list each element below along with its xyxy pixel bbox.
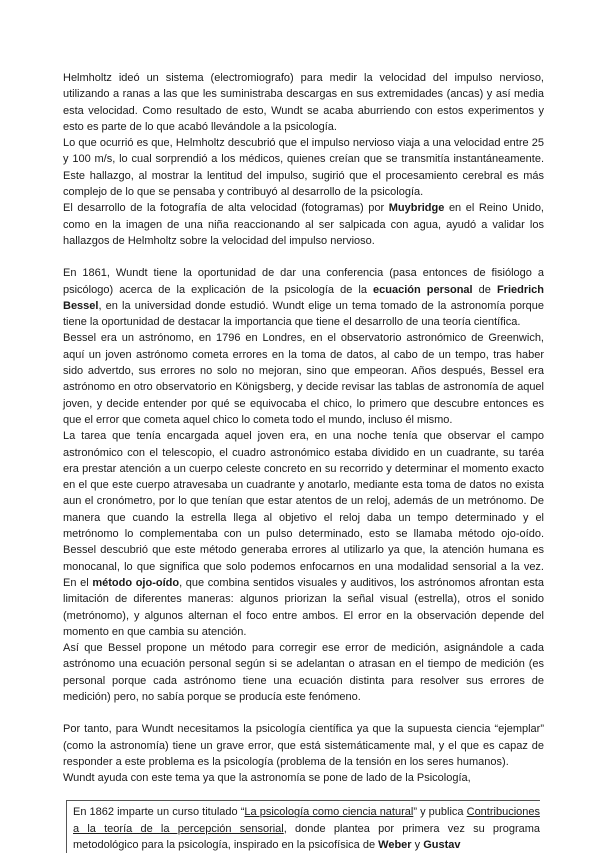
bold-term: Muybridge [388,202,445,215]
text-run: Así que Bessel propone un método para corregir ese error de medición, asignándole a cada astrónomo una ecuación personal según si se adelantan o atrasan en el tiempo de medición (es personal porque cada astrónomo tiene una ecuación distinta para resolver sus errores de medición) pero, no sabía porque se producía este fenómeno. [63,642,544,703]
text-run: , en la universidad donde estudió. Wundt elige un tema tomado de la astronomía porque tiene la oportunidad de destacar la importancia que tiene el desarrollo de una teoría científica. [63,299,544,329]
spacer [63,705,544,721]
bold-term: ecuación personal [373,283,473,296]
text-run: ” y publica [413,806,467,819]
text-run: El desarrollo de la fotografía de alta velocidad (fotogramas) por [63,202,389,215]
section-helmholtz [63,70,544,249]
paragraph [63,428,544,640]
text-run: de [472,283,497,296]
text-run: Wundt ayuda con este tema ya que la astronomía se pone de lado de la Psicología, [63,772,471,785]
bold-term: Gustav [423,839,461,852]
document-page [63,70,544,853]
bold-term: Friedrich Bessel [63,283,545,312]
paragraph [63,70,544,135]
underlined-title: Contribuciones a la teoría de la percepción sensorial [73,806,540,835]
spacer [63,786,544,800]
paragraph [63,770,544,786]
paragraph [63,265,544,330]
text-run: En 1861, Wundt tiene la oportunidad de dar una conferencia (pasa entonces de fisiólogo a psicólogo) acerca de la explicación de la psicología de la [63,267,544,296]
section-ecuacion-personal [63,265,544,705]
text-run: En 1862 imparte un curso titulado “ [73,806,245,819]
text-run: , donde plantea por primera vez su programa metodológico para la psicología, inspirado en la psicofísica de [73,822,541,852]
underlined-title: La psicología como ciencia natural [244,806,414,819]
boxed-section-1862 [66,800,540,853]
text-run: La tarea que tenía encargada aquel joven era, en una noche tenía que observar el campo astronómico con el telescopio, el cuadro astronómico estaba dividido en un cuadrante, su taréa era prestar atención a un cuerpo celeste concreto en su recorrido y determinar el momento exacto en el que este cuerpo atravesaba un cuadrante y anotarlo, mediante esta toma de datos no exista aun el cronómetro, por lo que tenían que estar atentos de un reloj, además de un metrónomo. De manera que cuando la estrella llega al objetivo el reloj daba un tempo determinado y el metrónomo lo complementaba con un pulso determinado, esto se llamaba método ojo-oído. Bessel descubrió que este método generaba errores al utilizarlo ya que, la atención humana es monocanal, lo que significa que solo podemos enfocarnos en una modalidad sensorial a la vez. En el [63,430,544,589]
text-run: Helmholtz ideó un sistema (electromiografo) para medir la velocidad del impulso nervioso, utilizando a ranas a las que les suministraba descargas en sus extremidades (ancas) y así media esta velocidad. Como resultado de esto, Wundt se acaba aburriendo con estos experimentos y esto es parte de lo que acabó llevándole a la psicología. [63,72,544,133]
paragraph [63,330,544,428]
text-run: Por tanto, para Wundt necesitamos la psicología científica ya que la supuesta ciencia “ejemplar” (como la astronomía) tiene un grave error, que está sistemáticamente mal, y el que es capaz de responder a este problema es la psicología (problema de la tensión en los seres humanos). [63,723,544,768]
paragraph [63,200,544,249]
bold-term: método ojo-oído [92,576,180,589]
section-conclusion [63,721,544,786]
text-run: y [411,839,424,852]
paragraph [73,804,540,853]
spacer [63,249,544,265]
bold-term: Weber [378,839,412,852]
paragraph [63,640,544,705]
text-run: , que combina sentidos visuales y auditivos, los astrónomos afrontan esta limitación de diferentes maneras: algunos priorizan la señal visual (estrella), otros el sonido (metrónomo), y algunos alternan el foco entre ambos. El error en la observación depende del momento en que cambia su atención. [63,576,544,638]
text-run: en el Reino Unido, como en la imagen de una niña reaccionando al ser salpicada con agua, ayudó a validar los hallazgos de Helmholtz sobre la velocidad del impulso nervioso. [63,202,544,247]
paragraph [63,721,544,770]
text-run: Bessel era un astrónomo, en 1796 en Londres, en el observatorio astronómico de Greenwich, aquí un joven astrónomo cometa errores en la toma de datos, al cabo de un tempo, tras haber sido advertdo, sus errores no solo no mejoran, sino que empeoran. Años después, Bessel era astrónomo en otro observatorio en Königsberg, y decide revisar las tablas de astronomía de aquel joven, y decide entender por qué se equivocaba el chico, lo primero que descubre entonces es que el error que cometa aquel chico lo cometa todo el mundo, incluso él mismo. [63,332,544,426]
paragraph [63,135,544,200]
text-run: Lo que ocurrió es que, Helmholtz descubrió que el impulso nervioso viaja a una velocidad entre 25 y 100 m/s, lo cual sorprendió a los médicos, quienes creían que se transmitía instantáneamente. Este hallazgo, al mostrar la lentitud del impulso, sugirió que el procesamiento cerebral es más complejo de lo que se pensaba y contribuyó al desarrollo de la psicología. [63,137,544,199]
